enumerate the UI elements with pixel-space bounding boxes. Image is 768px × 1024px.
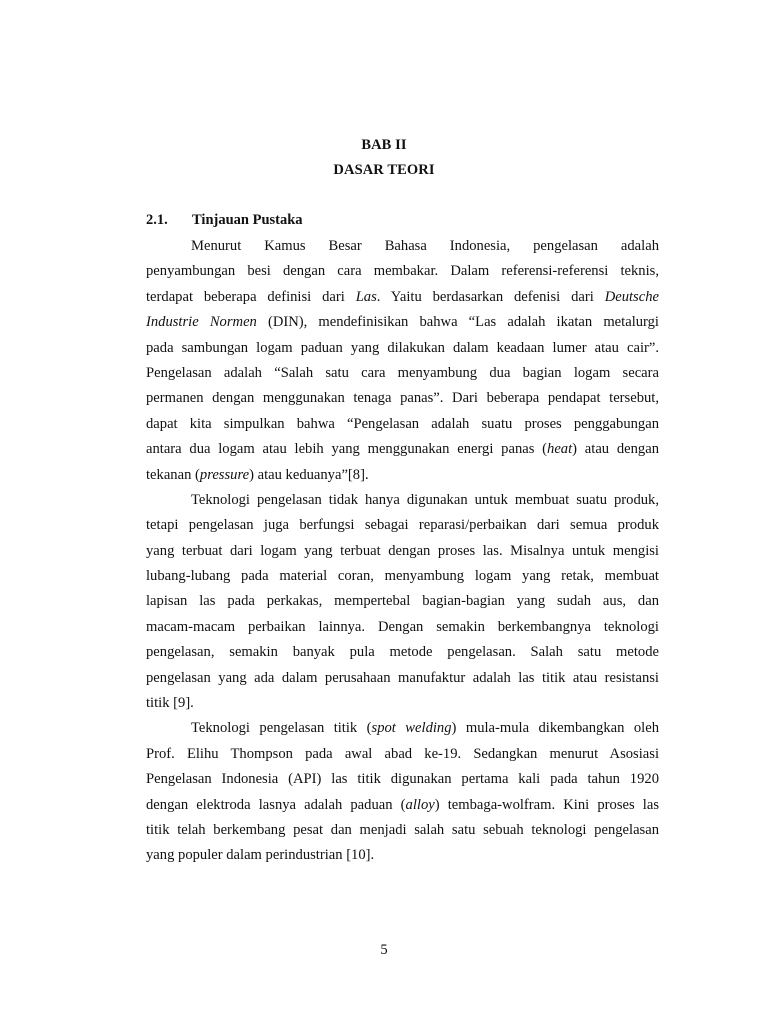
text-run: Teknologi pengelasan tidak hanya digunakan untuk membuat suatu produk,: [191, 491, 659, 508]
paragraph: [146, 716, 659, 868]
text-run: macam-macam perbaikan lainnya. Dengan semakin berkembangnya teknologi: [146, 618, 659, 635]
text-run: Teknologi pengelasan titik (: [191, 720, 372, 737]
text-line: [146, 361, 659, 386]
text-line: [146, 336, 659, 361]
text-run: lapisan las pada perkakas, mempertebal bagian-bagian yang sudah aus, dan: [146, 593, 659, 610]
italic-term: Deutsche: [604, 288, 659, 305]
paragraph: [146, 488, 659, 717]
text-line: [146, 767, 659, 792]
text-run: Prof. Elihu Thompson pada awal abad ke-19. Sedangkan menurut Asosiasi: [146, 745, 659, 762]
text-line: [146, 234, 659, 259]
section-title: Tinjauan Pustaka: [192, 212, 303, 228]
text-line: [146, 589, 659, 614]
text-line: [146, 640, 659, 665]
text-run: lubang-lubang pada material coran, menyambung logam yang retak, membuat: [146, 568, 659, 585]
italic-term: Industrie Normen: [146, 314, 257, 331]
text-line: [146, 386, 659, 411]
text-run: ) atau keduanya”[8].: [249, 466, 369, 483]
text-run: Menurut Kamus Besar Bahasa Indonesia, pengelasan adalah: [191, 238, 659, 254]
text-run: tetapi pengelasan juga berfungsi sebagai reparasi/perbaikan dari semua produk: [146, 517, 659, 534]
paragraph: [146, 234, 659, 488]
text-run: ) atau dengan: [572, 441, 659, 458]
body-text: [146, 234, 659, 869]
text-line: [146, 716, 659, 741]
text-line: [146, 742, 659, 767]
text-run: terdapat beberapa definisi dari: [146, 288, 356, 305]
text-line: [146, 437, 659, 462]
text-line: [146, 488, 659, 513]
text-run: ) tembaga-wolfram. Kini proses las: [434, 796, 660, 813]
section-heading: [146, 212, 303, 229]
text-line: [146, 843, 659, 868]
section-number: 2.1.: [146, 212, 168, 228]
text-line: [146, 793, 659, 818]
text-line: [146, 564, 659, 589]
chapter-number: BAB II: [361, 137, 407, 153]
text-line: [146, 310, 659, 335]
text-line: [146, 513, 659, 538]
text-run: pengelasan, semakin banyak pula metode pengelasan. Salah satu metode: [146, 644, 659, 661]
text-line: [146, 412, 659, 437]
text-line: [146, 691, 659, 716]
text-run: titik telah berkembang pesat dan menjadi salah satu sebuah teknologi pengelasan: [146, 821, 659, 838]
text-run: tekanan (: [146, 466, 200, 483]
text-run: Pengelasan adalah “Salah satu cara menyambung dua bagian logam secara: [146, 364, 659, 381]
italic-term: Las: [355, 288, 377, 305]
text-run: pada sambungan logam paduan yang dilakukan dalam keadaan lumer atau cair”.: [146, 339, 659, 356]
text-line: [146, 259, 659, 284]
text-run: titik [9].: [146, 695, 194, 712]
text-line: [146, 539, 659, 564]
text-line: [146, 463, 659, 488]
text-run: penyambungan besi dengan cara membakar. Dalam referensi-referensi teknis,: [146, 263, 659, 280]
text-run: yang terbuat dari logam yang terbuat dengan proses las. Misalnya untuk mengisi: [146, 542, 659, 559]
text-line: [146, 666, 659, 691]
italic-term: alloy: [405, 796, 435, 813]
text-run: dengan elektroda lasnya adalah paduan (: [146, 796, 406, 813]
text-run: ) mula-mula dikembangkan oleh: [451, 720, 660, 737]
text-line: [146, 285, 659, 310]
text-run: permanen dengan menggunakan tenaga panas”. Dari beberapa pendapat tersebut,: [146, 390, 659, 407]
italic-term: heat: [547, 441, 573, 458]
italic-term: spot welding: [371, 720, 452, 737]
text-line: [146, 818, 659, 843]
text-run: antara dua logam atau lebih yang menggunakan energi panas (: [146, 441, 548, 458]
text-run: Pengelasan Indonesia (API) las titik digunakan pertama kali pada tahun 1920: [146, 771, 659, 788]
page-number: 5: [380, 942, 388, 958]
text-run: (DIN), mendefinisikan bahwa “Las adalah ikatan metalurgi: [256, 314, 659, 331]
text-line: [146, 615, 659, 640]
text-run: dapat kita simpulkan bahwa “Pengelasan adalah suatu proses penggabungan: [146, 415, 659, 432]
italic-term: pressure: [199, 466, 250, 483]
text-run: pengelasan yang ada dalam perusahaan manufaktur adalah las titik atau resistansi: [146, 669, 659, 686]
chapter-title: DASAR TEORI: [333, 162, 435, 178]
text-run: yang populer dalam perindustrian [10].: [146, 847, 375, 864]
text-run: . Yaitu berdasarkan defenisi dari: [376, 288, 605, 305]
